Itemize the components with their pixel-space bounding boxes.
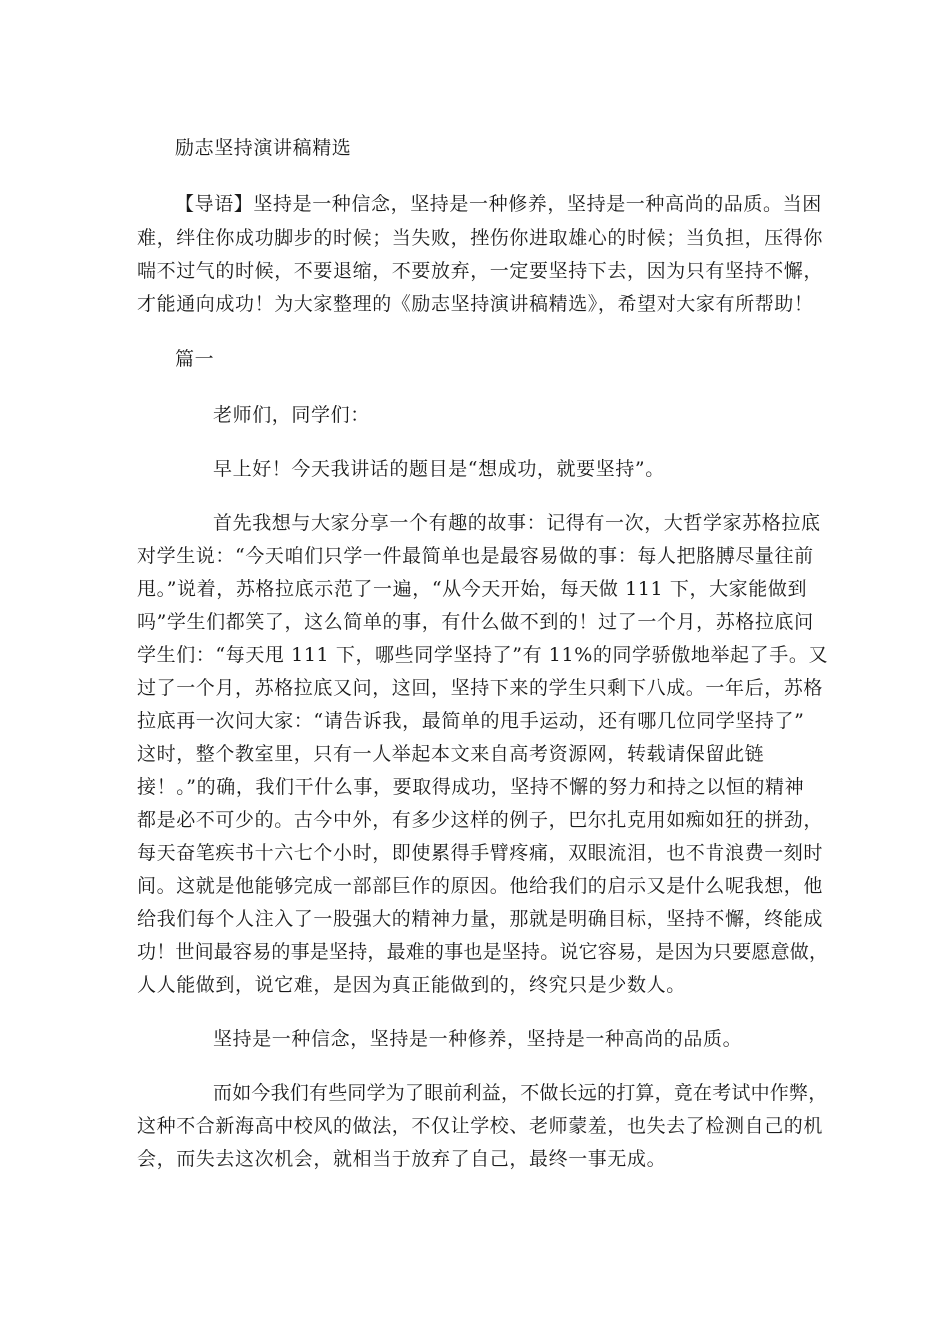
story-line: 首先我想与大家分享一个有趣的故事：记得有一次，大哲学家苏格拉底 <box>213 512 821 534</box>
salutation: 老师们，同学们： <box>213 404 370 426</box>
story-line: 给我们每个人注入了一股强大的精神力量，那就是明确目标，坚持不懈，终能成 <box>137 908 824 930</box>
greeting: 早上好！今天我讲话的题目是“想成功，就要坚持”。 <box>213 458 665 480</box>
story-line: 吗”学生们都笑了，这么简单的事，有什么做不到的！过了一个月，苏格拉底问 <box>137 611 814 633</box>
cheating-line: 会，而失去这次机会，就相当于放弃了自己，最终一事无成。 <box>137 1148 667 1170</box>
intro-line: 才能通向成功！为大家整理的《励志坚持演讲稿精选》，希望对大家有所帮助！ <box>137 293 814 315</box>
intro-line: 难，绊住你成功脚步的时候；当失败，挫伤你进取雄心的时候；当负担，压得你 <box>137 227 824 249</box>
section-label: 篇一 <box>175 348 215 370</box>
story-line: 接！。”的确，我们干什么事，要取得成功，坚持不懈的努力和持之以恒的精神 <box>137 776 805 798</box>
story-line: 每天奋笔疾书十六七个小时，即使累得手臂疼痛，双眼流泪，也不肯浪费一刻时 <box>137 842 824 864</box>
document-title: 励志坚持演讲稿精选 <box>175 137 352 159</box>
story-line: 功！世间最容易的事是坚持，最难的事也是坚持。说它容易，是因为只要愿意做， <box>137 941 829 963</box>
story-line: 都是必不可少的。古今中外，有多少这样的例子，巴尔扎克用如痴如狂的拼劲， <box>137 809 824 831</box>
story-line: 过了一个月，苏格拉底又问，这回，坚持下来的学生只剩下八成。一年后，苏格 <box>137 677 824 699</box>
story-line: 甩。”说着，苏格拉底示范了一遍，“从今天开始，每天做 111 下，大家能做到 <box>137 578 808 600</box>
story-line: 人人能做到，说它难，是因为真正能做到的，终究只是少数人。 <box>137 974 686 996</box>
intro-line: 【导语】坚持是一种信念，坚持是一种修养，坚持是一种高尚的品质。当困 <box>175 193 822 215</box>
cheating-line: 而如今我们有些同学为了眼前利益，不做长远的打算，竟在考试中作弊， <box>213 1082 828 1104</box>
story-line: 拉底再一次问大家：“请告诉我，最简单的甩手运动，还有哪几位同学坚持了” <box>137 710 805 732</box>
cheating-line: 这种不合新海高中校风的做法，不仅让学校、老师蒙羞，也失去了检测自己的机 <box>137 1115 824 1137</box>
story-line: 这时，整个教室里，只有一人举起本文来自高考资源网，转载请保留此链 <box>137 743 765 765</box>
story-line: 间。这就是他能够完成一部部巨作的原因。他给我们的启示又是什么呢我想，他 <box>137 875 824 897</box>
intro-line: 喘不过气的时候，不要退缩，不要放弃，一定要坚持下去，因为只有坚持不懈， <box>137 260 824 282</box>
belief-line: 坚持是一种信念，坚持是一种修养，坚持是一种高尚的品质。 <box>213 1028 743 1050</box>
story-line: 对学生说：“今天咱们只学一件最简单也是最容易做的事：每人把胳膊尽量往前 <box>137 545 814 567</box>
story-line: 学生们：“每天甩 111 下，哪些同学坚持了”有 11%的同学骄傲地举起了手。又 <box>137 644 829 666</box>
